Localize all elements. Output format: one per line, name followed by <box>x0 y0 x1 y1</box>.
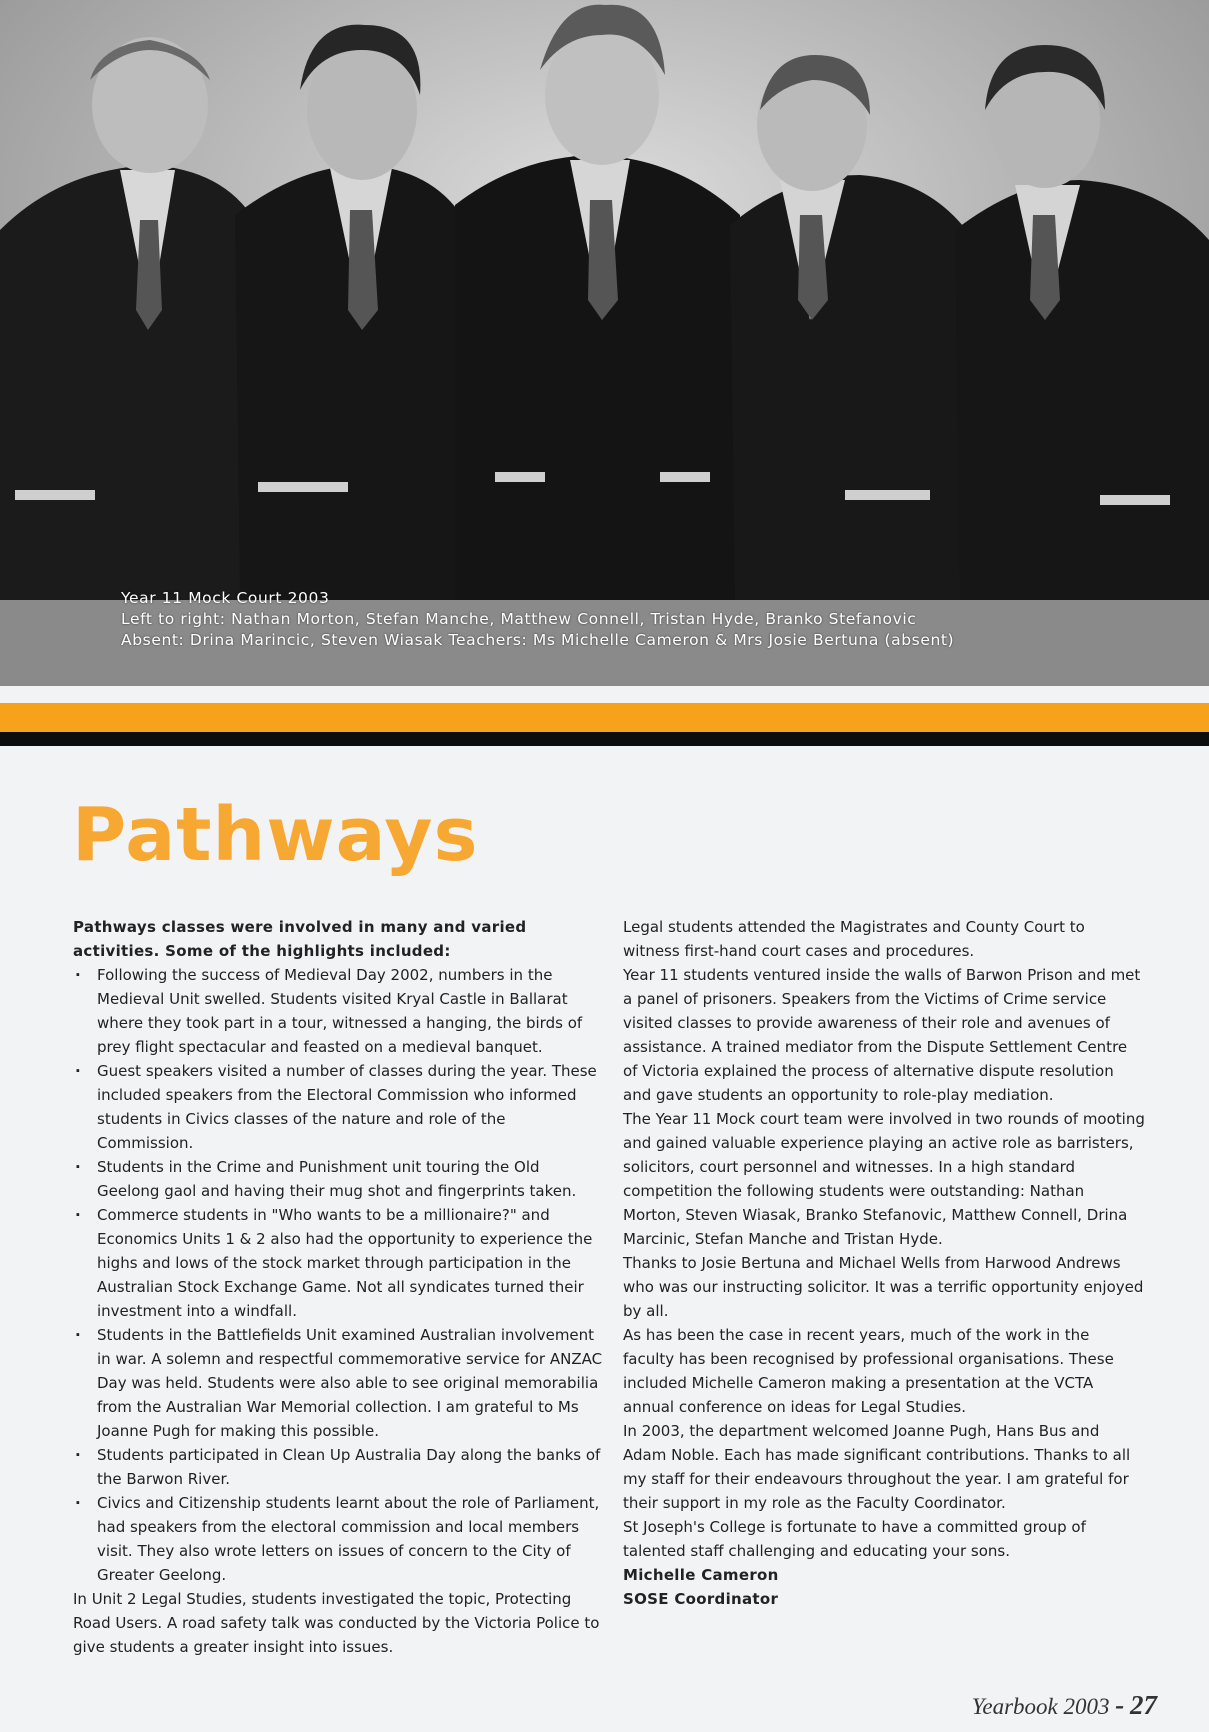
page-number: 27 <box>1130 1690 1157 1720</box>
list-item: · Students in the Battlefields Unit examined Australian involvement in war. A solemn and respectful commemorative service for ANZAC Day was held. Students were also able to see original memorabilia from the Australian War Memorial collection. I am grateful to Ms Joanne Pugh for making this possible. <box>73 1323 603 1443</box>
photo-caption <box>121 588 1181 651</box>
list-item: · Following the success of Medieval Day 2002, numbers in the Medieval Unit swelled. Students visited Kryal Castle in Ballarat where they took part in a tour, witnessed a hanging, the birds of prey flight spectacular and feasted on a medieval banquet. <box>73 963 603 1059</box>
list-item: · Commerce students in "Who wants to be a millionaire?" and Economics Units 1 & 2 also had the opportunity to experience the highs and lows of the stock market through participation in the Australian Stock Exchange Game. Not all syndicates turned their investment into a windfall. <box>73 1203 603 1323</box>
list-item: · Students in the Crime and Punishment unit touring the Old Geelong gaol and having their mug shot and fingerprints taken. <box>73 1155 603 1203</box>
list-item: · Students participated in Clean Up Australia Day along the banks of the Barwon River. <box>73 1443 603 1491</box>
signature-role: SOSE Coordinator <box>623 1590 779 1608</box>
paragraph: Year 11 students ventured inside the walls of Barwon Prison and met a panel of prisoners. Speakers from the Victims of Crime service visited classes to provide awareness of their role and avenues of assistance. A trained mediator from the Dispute Settlement Centre of Victoria explained the process of alternative dispute resolution and gave students an opportunity to role-play mediation. <box>623 966 1141 1104</box>
list-item: · Civics and Citizenship students learnt about the role of Parliament, had speakers from the electoral commission and local members visit. They also wrote letters on issues of concern to the City of Greater Geelong. <box>73 1491 603 1587</box>
paragraph: Legal students attended the Magistrates and County Court to witness first-hand court cases and procedures. <box>623 918 1085 960</box>
group-photo-icon <box>0 0 1209 686</box>
group-photo <box>0 0 1209 686</box>
paragraph: As has been the case in recent years, much of the work in the faculty has been recognised by professional organisations. These included Michelle Cameron making a presentation at the VCTA annual conference on ideas for Legal Studies. <box>623 1326 1114 1416</box>
caption-names: Left to right: Nathan Morton, Stefan Manche, Matthew Connell, Tristan Hyde, Branko Stefanovic <box>121 610 917 628</box>
paragraph: Thanks to Josie Bertuna and Michael Wells from Harwood Andrews who was our instructing solicitor. It was a terrific opportunity enjoyed by all. <box>623 1254 1144 1320</box>
left-closing-paragraph: In Unit 2 Legal Studies, students investigated the topic, Protecting Road Users. A road safety talk was conducted by the Victoria Police to give students a greater insight into issues. <box>73 1590 600 1656</box>
right-column <box>623 915 1145 1611</box>
list-item: · Guest speakers visited a number of classes during the year. These included speakers from the Electoral Commission who informed students in Civics classes of the nature and role of the Commission. <box>73 1059 603 1155</box>
orange-divider <box>0 703 1209 732</box>
publication-name: Yearbook 2003 <box>971 1694 1110 1719</box>
page-title: Pathways <box>72 792 479 878</box>
signature-name: Michelle Cameron <box>623 1566 779 1584</box>
left-column <box>73 915 603 1659</box>
page-footer <box>972 1690 1157 1721</box>
caption-title: Year 11 Mock Court 2003 <box>121 589 330 607</box>
highlights-list <box>73 963 603 1587</box>
caption-absent: Absent: Drina Marincic, Steven Wiasak Teachers: Ms Michelle Cameron & Mrs Josie Bertuna (absent) <box>121 631 955 649</box>
paragraph: In 2003, the department welcomed Joanne Pugh, Hans Bus and Adam Noble. Each has made significant contributions. Thanks to all my staff for their endeavours throughout the year. I am grateful for their support in my role as the Faculty Coordinator. <box>623 1422 1131 1512</box>
paragraph: St Joseph's College is fortunate to have a committed group of talented staff challenging and educating your sons. <box>623 1518 1086 1560</box>
black-divider <box>0 732 1209 746</box>
paragraph: The Year 11 Mock court team were involved in two rounds of mooting and gained valuable experience playing an active role as barristers, solicitors, court personnel and witnesses. In a high standard competition the following students were outstanding: Nathan Morton, Steven Wiasak, Branko Stefanovic, Matthew Connell, Drina Marcinic, Stefan Manche and Tristan Hyde. <box>623 1110 1145 1248</box>
intro-text: Pathways classes were involved in many and varied activities. Some of the highlights included: <box>73 918 527 960</box>
footer-separator: - <box>1115 1690 1125 1720</box>
